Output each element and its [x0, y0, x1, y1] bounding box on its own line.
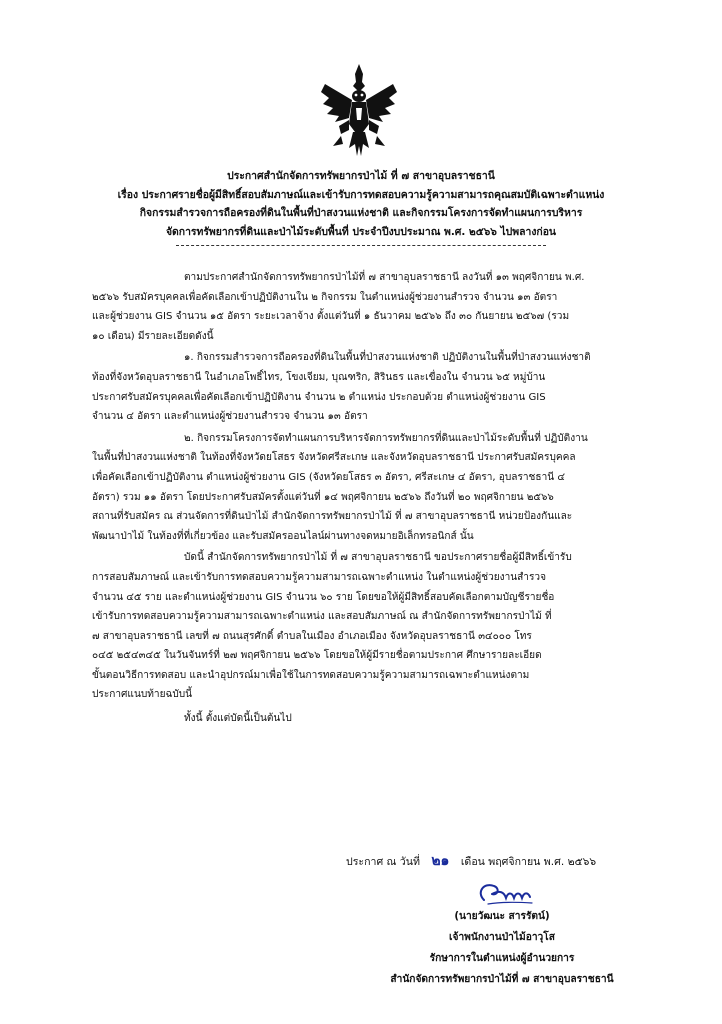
heading-line: กิจกรรมสำรวจการถือครองที่ดินในพื้นที่ป่าสงวนแห่งชาติ และกิจกรรมโครงการจัดทำแผนการบริหาร [139, 207, 583, 220]
paragraph-reference [92, 268, 636, 346]
text-line: ตามประกาศสำนักจัดการทรัพยากรป่าไม้ที่ ๗ สาขาอุบลราชธานี ลงวันที่ ๑๓ พฤศจิกายน พ.ศ. [184, 272, 585, 283]
heading-line: เรื่อง ประกาศรายชื่อผู้มีสิทธิ์สอบสัมภาษณ์และเข้ารับการทดสอบความรู้ความสามารถคุณสมบัติเฉพาะตำแหน่ง [117, 188, 605, 201]
paragraph-announcement [92, 548, 636, 705]
text-line: เข้ารับการทดสอบความรู้ความสามารถเฉพาะตำแหน่ง และสอบสัมภาษณ์ ณ สำนักจัดการทรัพยากรป่าไม้ ที่ [92, 611, 552, 623]
paragraph-activity-1 [92, 348, 636, 426]
text-line: ประกาศแนบท้ายฉบับนี้ [92, 689, 193, 701]
heading-line: จัดการทรัพยากรที่ดินและป่าไม้ระดับพื้นที่ ประจำปีงบประมาณ พ.ศ. ๒๕๖๖ ไปพลางก่อน [165, 225, 557, 238]
text-line: ๐๔๕ ๒๕๔๓๔๕ ในวันจันทร์ที่ ๒๗ พฤศจิกายน ๒๕๖๖ โดยขอให้ผู้มีรายชื่อตามประกาศ ศึกษารายละเอียด [92, 650, 542, 662]
paragraph-activity-2 [92, 429, 636, 547]
text-line: ๗ สาขาอุบลราชธานี เลขที่ ๗ ถนนสุรศักดิ์ ตำบลในเมือง อำเภอเมือง จังหวัดอุบลราชธานี ๓๔๐๐๐ โทร [92, 630, 532, 642]
text-line: ๑๐ เดือน) มีรายละเอียดดังนี้ [92, 330, 214, 342]
signer-block [352, 906, 652, 990]
text-line: การสอบสัมภาษณ์ และเข้ารับการทดสอบความรู้ความสามารถเฉพาะตำแหน่ง ในตำแหน่งผู้ช่วยงานสำรวจ [92, 571, 546, 583]
closing-statement: ทั้งนี้ ตั้งแต่บัดนี้เป็นต้นไป [184, 713, 292, 725]
date-month-year: เดือน พฤศจิกายน พ.ศ. ๒๕๖๖ [460, 856, 597, 868]
date-prefix: ประกาศ ณ วันที่ [346, 856, 420, 868]
text-line: จำนวน ๔๕ ราย และตำแหน่งผู้ช่วยงาน GIS จำนวน ๖๐ ราย โดยขอให้ผู้มีสิทธิ์สอบคัดเลือกตามบัญชีรายชื่อ [92, 591, 555, 603]
announcement-body [92, 268, 636, 729]
heading-line: ประกาศสำนักจัดการทรัพยากรป่าไม้ ที่ ๗ สาขาอุบลราชธานี [227, 170, 495, 182]
text-line: ในพื้นที่ป่าสงวนแห่งชาติ ในท้องที่จังหวัดยโสธร จังหวัดศรีสะเกษ และจังหวัดอุบลราชธานี ประกาศรับสมัครบุคคล [92, 452, 576, 464]
date-day: ๒๑ [431, 853, 450, 869]
garuda-emblem-icon [319, 62, 399, 158]
text-line: และผู้ช่วยงาน GIS จำนวน ๑๕ อัตรา ระยะเวลาจ้าง ตั้งแต่วันที่ ๑ ธันวาคม ๒๕๖๖ ถึง ๓๐ กันยายน ๒๕๖๗ (รวม [92, 311, 570, 323]
signer-name: (นายวัฒนะ สารรัตน์) [454, 911, 550, 922]
text-line: ๒๕๖๖ รับสมัครบุคคลเพื่อคัดเลือกเข้าปฏิบัติงานใน ๒ กิจกรรม ในตำแหน่งผู้ช่วยงานสำรวจ จำนวน ๑๓ อัตรา [92, 291, 558, 303]
text-line: ขั้นตอนวิธีการทดสอบ และนำอุปกรณ์มาเพื่อใช้ในการทดสอบความรู้ความสามารถเฉพาะตำแหน่งตาม [92, 669, 530, 681]
signer-position: เจ้าพนักงานป่าไม้อาวุโส [449, 932, 555, 943]
announcement-date [346, 850, 596, 872]
text-line: พัฒนาป่าไม้ ในท้องที่ที่เกี่ยวข้อง และรับสมัครออนไลน์ผ่านทางจดหมายอิเล็กทรอนิกส์ นั้น [92, 530, 474, 542]
text-line: จำนวน ๔ อัตรา และตำแหน่งผู้ช่วยงานสำรวจ จำนวน ๑๓ อัตรา [92, 411, 368, 423]
heading-divider [176, 245, 546, 246]
announcement-heading [95, 167, 627, 241]
text-line: ประกาศรับสมัครบุคคลเพื่อคัดเลือกเข้าปฏิบัติงาน จำนวน ๒ ตำแหน่ง ประกอบด้วย ตำแหน่งผู้ช่วยงาน GIS [92, 391, 546, 403]
signer-office: สำนักจัดการทรัพยากรป่าไม้ที่ ๗ สาขาอุบลราชธานี [390, 974, 614, 985]
text-line: สถานที่รับสมัคร ณ ส่วนจัดการที่ดินป่าไม้ สำนักจัดการทรัพยากรป่าไม้ ที่ ๗ สาขาอุบลราชธานี หน่วยป้องกันและ [92, 511, 573, 523]
text-line: ๑. กิจกรรมสำรวจการถือครองที่ดินในพื้นที่ป่าสงวนแห่งชาติ ปฏิบัติงานในพื้นที่ป่าสงวนแห่งชาติ [184, 352, 591, 364]
text-line: เพื่อคัดเลือกเข้าปฏิบัติงาน ตำแหน่งผู้ช่วยงาน GIS (จังหวัดยโสธร ๓ อัตรา, ศรีสะเกษ ๔ อัตรา, อุบลราชธานี ๔ [92, 471, 565, 483]
text-line: ๒. กิจกรรมโครงการจัดทำแผนการบริหารจัดการทรัพยากรที่ดินและป่าไม้ระดับพื้นที่ ปฏิบัติงาน [184, 432, 588, 444]
signer-acting-position: รักษาการในตำแหน่งผู้อำนวยการ [429, 953, 575, 964]
text-line: อัตรา) รวม ๑๑ อัตรา โดยประกาศรับสมัครตั้งแต่วันที่ ๑๔ พฤศจิกายน ๒๕๖๖ ถึงวันที่ ๒๐ พฤศจิกายน ๒๕๖๖ [92, 491, 554, 503]
text-line: ท้องที่จังหวัดอุบลราชธานี ในอำเภอโพธิ์ไทร, โขงเจียม, บุณฑริก, สิรินธร และเขื่องใน จำนวน ๖๕ หมู่บ้าน [92, 371, 546, 383]
text-line: บัดนี้ สำนักจัดการทรัพยากรป่าไม้ ที่ ๗ สาขาอุบลราชธานี ขอประกาศรายชื่อผู้มีสิทธิ์เข้ารับ [184, 552, 572, 564]
